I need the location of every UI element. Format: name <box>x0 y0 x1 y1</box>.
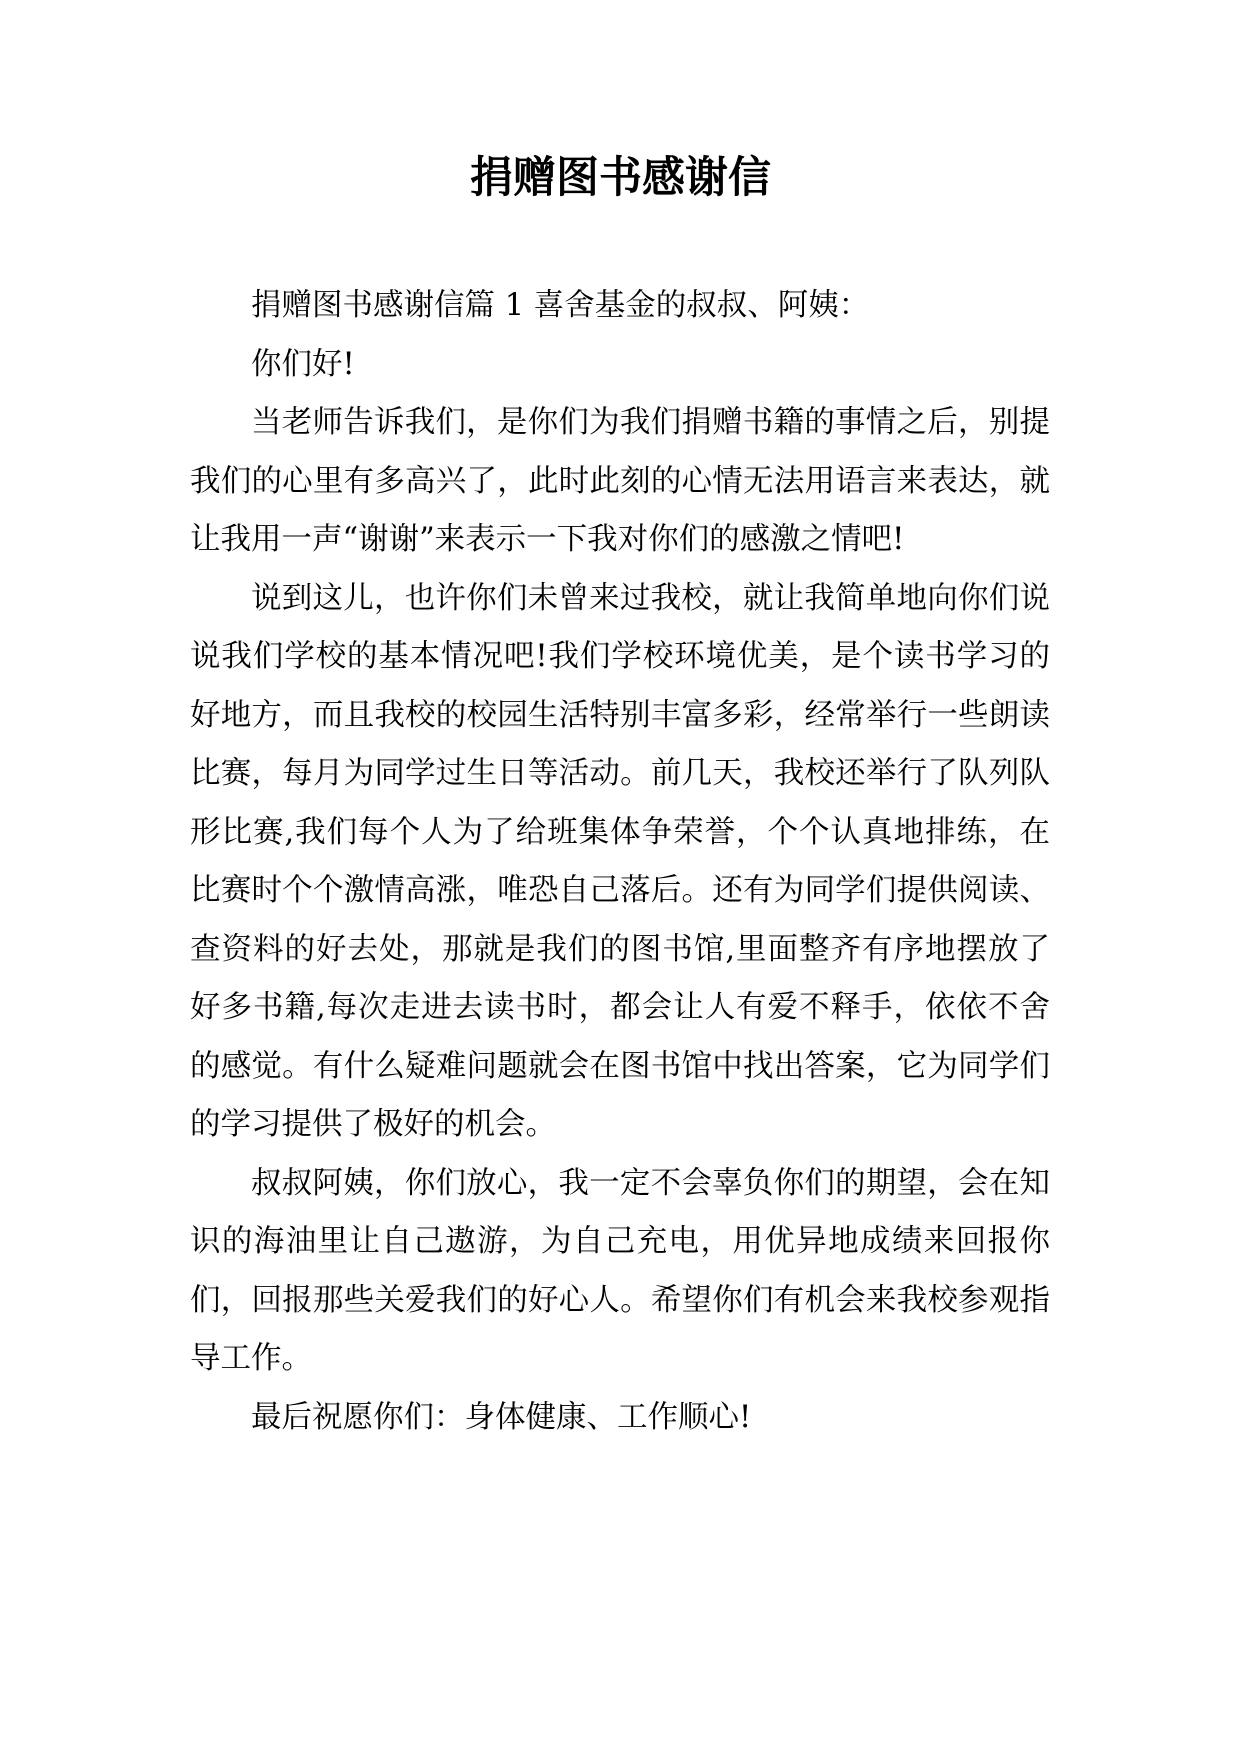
body-paragraph: 叔叔阿姨，你们放心，我一定不会辜负你们的期望，会在知识的海油里让自己遨游，为自己充电，用优异地成绩来回报你们，回报那些关爱我们的好心人。希望你们有机会来我校参观指导工作。 <box>190 1165 1050 1376</box>
closing-paragraph: 最后祝愿你们：身体健康、工作顺心! <box>251 1399 752 1435</box>
salutation-paragraph: 捐赠图书感谢信篇 1 喜舍基金的叔叔、阿姨： <box>251 288 870 323</box>
document-body <box>190 277 1050 1447</box>
body-paragraph: 说到这儿，也许你们未曾来过我校，就让我简单地向你们说说我们学校的基本情况吧!我们学校环境优美，是个读书学习的好地方，而且我校的校园生活特别丰富多彩，经常举行一些朗读比赛，每月为同学过生日等活动。前几天，我校还举行了队列队形比赛,我们每个人为了给班集体争荣誉，个个认真地排练，在比赛时个个激情高涨，唯恐自己落后。还有为同学们提供阅读、查资料的好去处，那就是我们的图书馆,里面整齐有序地摆放了好多书籍,每次走进去读书时，都会让人有爱不释手，依依不舍的感觉。有什么疑难问题就会在图书馆中找出答案，它为同学们的学习提供了极好的机会。 <box>190 580 1050 1142</box>
greeting-paragraph: 你们好! <box>251 346 355 382</box>
body-paragraph: 当老师告诉我们，是你们为我们捐赠书籍的事情之后，别提我们的心里有多高兴了，此时此刻的心情无法用语言来表达，就让我用一声“谢谢”来表示一下我对你们的感激之情吧! <box>190 405 1050 557</box>
document-title: 捐赠图书感谢信 <box>470 153 771 203</box>
